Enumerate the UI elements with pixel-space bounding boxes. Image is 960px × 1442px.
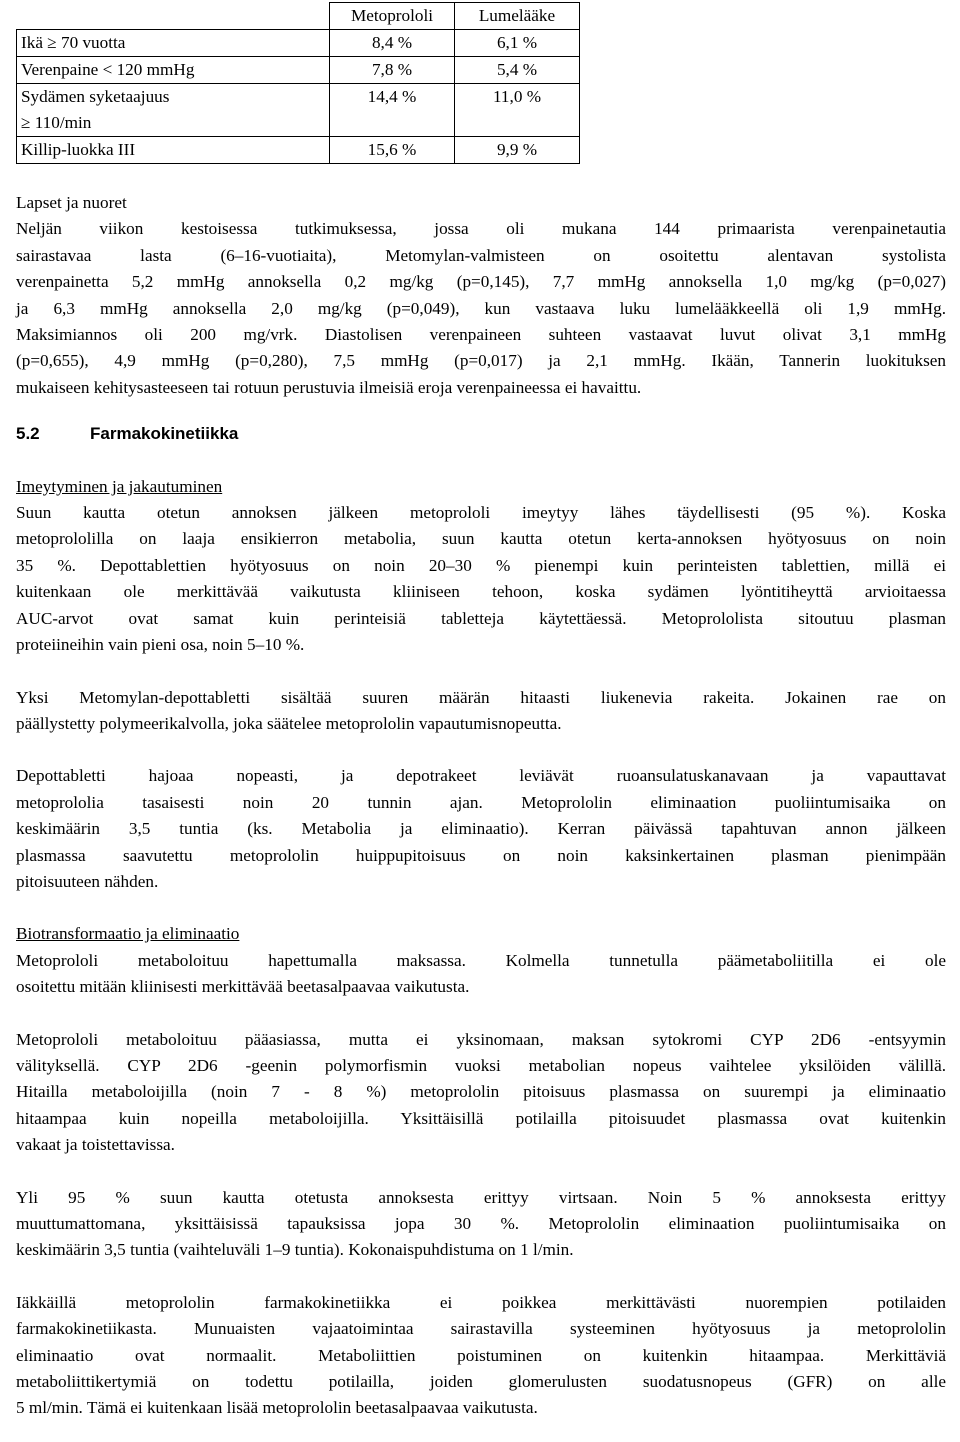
children-text-line: sairastavaa lasta (6–16-vuotiaita), Metomylan-valmisteen on osoitettu alentavan systolista [16,245,946,265]
children-text-line: (p=0,655), 4,9 mmHg (p=0,280), 7,5 mmHg (p=0,017) ja 2,1 mmHg. Ikään, Tannerin luokituksen [16,351,946,371]
table-header-row [17,3,580,30]
absorption-line: päällystetty polymeerikalvolla, joka säätelee metoprololin vapautumisnopeutta. [16,713,562,733]
biotransformation-line: keskimäärin 3,5 tuntia (vaihteluväli 1–9 tuntia). Kokonaispuhdistuma on 1 l/min. [16,1240,574,1260]
table-row [17,57,580,84]
biotransformation-line: välityksellä. CYP 2D6 -geenin polymorfismin vuoksi metabolian nopeus vaihtelee yksilöiden välillä. [16,1055,946,1075]
biotransformation-line: metaboliittikertymiä on todettu potilailla, joiden glomerulusten suodatusnopeus (GFR) on alle [16,1372,946,1392]
absorption-line: Depottabletti hajoaa nopeasti, ja depotrakeet leviävät ruoansulatuskanavaan ja vapauttavat [16,766,946,786]
biotransformation-line: Metoprololi metaboloituu hapettumalla maksassa. Kolmella tunnetulla päämetaboliitilla ei ole [16,950,946,970]
section-number: 5.2 [16,424,40,444]
children-text-line: verenpainetta 5,2 mmHg annoksella 0,2 mg/kg (p=0,145), 7,7 mmHg annoksella 1,0 mg/kg (p=0,027) [16,272,946,292]
absorption-line: plasmassa saavutettu metoprololin huippupitoisuus on noin kaksinkertainen plasman pienimpään [16,845,946,865]
biotransformation-line: hitaampaa kuin nopeilla metaboloijilla. Yksittäisillä potilailla pitoisuudet plasmassa ovat kuitenkin [16,1108,946,1128]
table-row-label [17,84,330,137]
table-cell-placebo: 6,1 % [455,30,580,57]
biotransformation-line: muuttumattomana, yksittäisissä tapauksissa jopa 30 %. Metoprololin eliminaation puoliintumisaika on [16,1214,946,1233]
table-row-label-line1: Sydämen syketaajuus [21,87,170,106]
absorption-line: pitoisuuteen nähden. [16,871,159,891]
biotransformation-heading: Biotransformaatio ja eliminaatio [16,924,240,944]
table-row-label: Killip-luokka III [17,137,330,164]
table-cell-metoprolol: 8,4 % [330,30,455,57]
table-header-placebo: Lumelääke [455,3,580,30]
adverse-events-table [16,2,580,164]
table-cell-placebo: 5,4 % [455,57,580,84]
absorption-line: keskimäärin 3,5 tuntia (ks. Metabolia ja eliminaatio). Kerran päivässä tapahtuvan annon jälkeen [16,819,946,839]
biotransformation-line: Metoprololi metaboloituu pääasiassa, mutta ei yksinomaan, maksan sytokromi CYP 2D6 -entsyymin [16,1029,946,1049]
table-row [17,30,580,57]
biotransformation-line: osoitettu mitään kliinisesti merkittävää beetasalpaavaa vaikutusta. [16,977,470,997]
biotransformation-line: farmakokinetiikasta. Munuaisten vajaatoimintaa sairastavilla systeeminen hyötyosuus ja metoprololin [16,1319,946,1339]
absorption-line: proteiineihin vain pieni osa, noin 5–10 %. [16,635,305,655]
table-row [17,137,580,164]
absorption-line: 35 %. Depottablettien hyötyosuus on noin 20–30 % pienempi kuin perinteisten tablettien, millä ei [16,555,946,575]
absorption-line: Yksi Metomylan-depottabletti sisältää suuren määrän hitaasti liukenevia rakeita. Jokainen rae on [16,687,946,707]
biotransformation-line: eliminaatio ovat normaalit. Metaboliittien poistuminen on kuitenkin hitaampaa. Merkittäviä [16,1345,946,1365]
children-section [16,190,946,401]
table-cell-placebo: 9,9 % [455,137,580,164]
table-row-label: Ikä ≥ 70 vuotta [17,30,330,57]
table-cell-metoprolol: 14,4 % [330,84,455,137]
biotransformation-line: Hitailla metaboloijilla (noin 7 - 8 %) metoprololin pitoisuus plasmassa on suurempi ja eliminaatio [16,1082,946,1102]
table-header-blank [17,3,330,30]
biotransformation-section [16,921,946,1422]
table-row-label-line2: ≥ 110/min [21,113,92,132]
children-text-line: Neljän viikon kestoisessa tutkimuksessa, jossa oli mukana 144 primaarista verenpainetautia [16,219,946,239]
table-row [17,84,580,137]
table-cell-placebo: 11,0 % [455,84,580,137]
table-row-label: Verenpaine < 120 mmHg [17,57,330,84]
section-title: Farmakokinetiikka [90,424,239,444]
biotransformation-line: vakaat ja toistettavissa. [16,1135,175,1155]
table-cell-metoprolol: 7,8 % [330,57,455,84]
children-text-line: ja 6,3 mmHg annoksella 2,0 mg/kg (p=0,049), kun vastaava luku lumelääkkeellä oli 1,9 mmHg. [16,298,946,318]
biotransformation-line: Iäkkäillä metoprololin farmakokinetiikka ei poikkea merkittävästi nuorempien potilaiden [16,1292,946,1312]
children-heading: Lapset ja nuoret [16,193,127,212]
children-text-line: Maksimiannos oli 200 mg/vrk. Diastolisen verenpaineen suhteen vastaavat luvut olivat 3,1 mmHg [16,325,946,345]
section-heading [16,421,946,447]
absorption-line: AUC-arvot ovat samat kuin perinteisiä tabletteja käytettäessä. Metoprololista sitoutuu plasman [16,608,946,628]
absorption-line: kuitenkaan ole merkittävää vaikutusta kliiniseen tehoon, koska sydämen lyöntitiheyttä arvioitaessa [16,582,946,602]
absorption-section [16,474,946,896]
table-cell-metoprolol: 15,6 % [330,137,455,164]
document-page [16,2,946,1422]
biotransformation-line: Yli 95 % suun kautta otetusta annoksesta erittyy virtsaan. Noin 5 % annoksesta erittyy [16,1187,946,1207]
absorption-line: metoprololilla on laaja ensikierron metabolia, suun kautta otetun kerta-annoksen hyötyosuus on noin [16,529,946,549]
biotransformation-line: 5 ml/min. Tämä ei kuitenkaan lisää metoprololin beetasalpaavaa vaikutusta. [16,1398,538,1418]
absorption-line: Suun kautta otetun annoksen jälkeen metoprololi imeytyy lähes täydellisesti (95 %). Koska [16,503,946,523]
children-text-line: mukaiseen kehitysasteeseen tai rotuun perustuvia ilmeisiä eroja verenpaineessa ei havaittu. [16,377,642,397]
table-header-metoprolol: Metoprololi [330,3,455,30]
absorption-line: metoprololia tasaisesti noin 20 tunnin ajan. Metoprololin eliminaation puoliintumisaika on [16,792,946,812]
absorption-heading: Imeytyminen ja jakautuminen [16,476,223,496]
